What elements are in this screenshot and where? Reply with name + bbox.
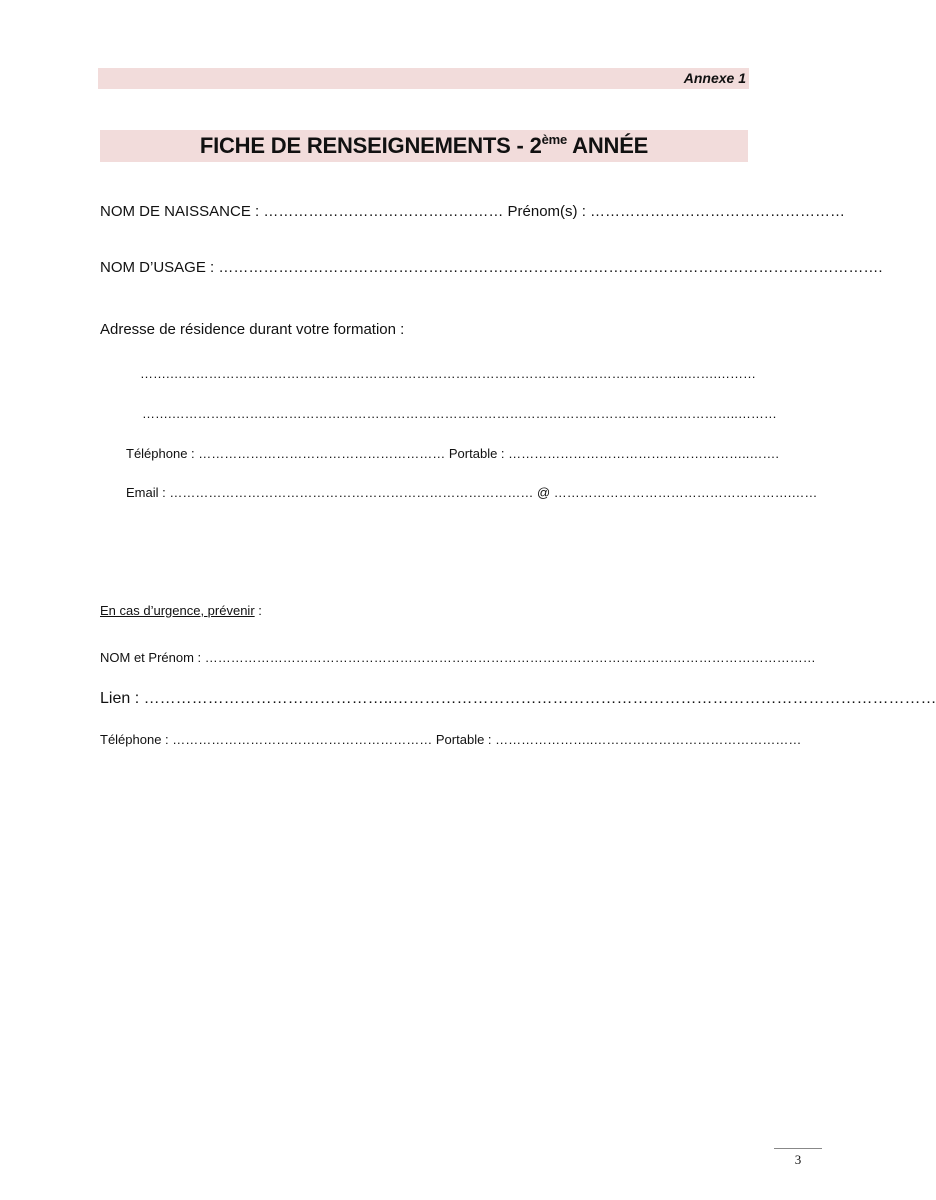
address-line-1-field[interactable]: …….………………………………………………………………………………………………………...…….………	[140, 366, 757, 381]
birth-name-field[interactable]: NOM DE NAISSANCE : ………………………………………… Prénom(s) : ……………………………………………	[100, 203, 846, 220]
annex-label: Annexe 1	[683, 70, 746, 86]
usage-name-field[interactable]: NOM D’USAGE : …………………………………………………………………………………………………………………….	[100, 259, 883, 276]
emergency-heading-text: En cas d’urgence, prévenir	[100, 603, 255, 618]
emergency-heading	[100, 603, 400, 618]
page-number: 3	[794, 1152, 802, 1167]
annex-header-bar	[98, 68, 749, 89]
page-title-main: FICHE DE RENSEIGNEMENTS - 2	[199, 133, 542, 158]
title-bar	[100, 130, 748, 162]
page-title-superscript: ème	[541, 132, 568, 147]
address-label: Adresse de résidence durant votre formation :	[100, 321, 405, 338]
emergency-name-field[interactable]: NOM et Prénom : ……………………………………………………………………………………………………………………………	[100, 650, 816, 665]
emergency-phone-field[interactable]: Téléphone : …………………………………………………… Portable : …………………..…………………………………………	[100, 732, 802, 747]
emergency-heading-suffix: :	[254, 603, 262, 618]
footer-divider	[774, 1148, 822, 1149]
residence-phone-field[interactable]: Téléphone : ………………………………………………… Portable : ………………………………………………..…….	[126, 446, 779, 461]
emergency-relation-field[interactable]: Lien : ………………………………………..…………………………………………………………………………………………	[100, 690, 936, 707]
address-line-2-field[interactable]: …….…………………………………………………………………………………………………………………..………	[142, 406, 777, 421]
page-title	[200, 133, 648, 158]
page-title-suffix: ANNÉE	[567, 133, 649, 158]
email-field[interactable]: Email : ………………………………………………………………………… @ ……………………………………………….……	[126, 485, 818, 500]
